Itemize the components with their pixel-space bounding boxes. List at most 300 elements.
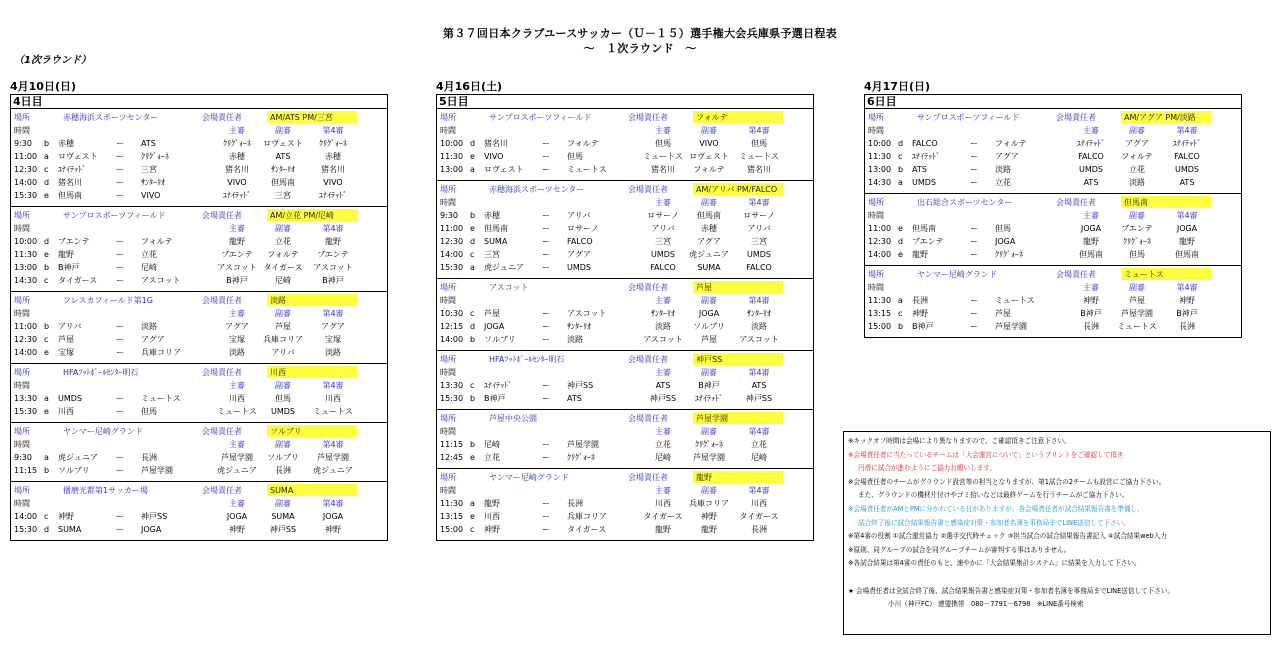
- away-team: JOGA: [141, 525, 162, 534]
- venue-block: [437, 469, 813, 540]
- versus-dash: ー: [116, 348, 124, 357]
- venue-name: サンプロスポーツフィールド: [63, 211, 166, 220]
- versus-dash: ー: [116, 512, 124, 521]
- fourth-official: ｸﾘｸﾞｫｰﾈ: [319, 139, 347, 148]
- home-team: ﾕﾅｲﾃｯﾄﾞ: [58, 165, 86, 174]
- match-row: [11, 274, 387, 287]
- home-team: 赤穂: [484, 211, 500, 220]
- fourth-official: 龍野: [325, 237, 341, 246]
- match-group: a: [44, 394, 49, 403]
- fourth-official: ATS: [751, 381, 767, 390]
- match-row: [11, 523, 387, 536]
- main-referee-header: 主審: [655, 296, 671, 305]
- assistant-referee-header: 副審: [275, 440, 291, 449]
- home-team: ソルブリ: [58, 466, 90, 475]
- match-row: [11, 150, 387, 163]
- main-referee: 尼崎: [655, 453, 671, 462]
- match-time: 11:00: [440, 224, 464, 233]
- column-header-row: [865, 281, 1241, 294]
- place-label: 場所: [440, 414, 456, 423]
- away-team: 芦屋学園: [995, 322, 1027, 331]
- fourth-official: ロサーノ: [743, 211, 775, 220]
- match-time: 13:15: [868, 309, 892, 318]
- match-row: [437, 510, 813, 523]
- fourth-official-header: 第4審: [322, 309, 344, 318]
- main-referee: 但馬南: [1079, 250, 1103, 259]
- versus-dash: ー: [542, 322, 550, 331]
- away-team: 長洲: [141, 453, 157, 462]
- home-team: 神野: [58, 512, 74, 521]
- match-row: [11, 189, 387, 202]
- venue-header-row: [11, 484, 387, 497]
- match-row: [865, 150, 1241, 163]
- match-group: c: [44, 165, 49, 174]
- assistant-referee: 三宮: [275, 191, 291, 200]
- manager-label: 会場責任者: [202, 427, 242, 436]
- versus-dash: ー: [542, 335, 550, 344]
- versus-dash: ー: [970, 152, 978, 161]
- home-team: ﾕﾅｲﾃｯﾄﾞ: [912, 152, 940, 161]
- manager-label: 会場責任者: [1056, 270, 1096, 279]
- match-time: 11:00: [868, 224, 892, 233]
- main-referee: 虎ジュニア: [217, 466, 257, 475]
- main-referee: 宝塚: [229, 335, 245, 344]
- venue-name: フレスカフィールド第1G: [63, 296, 153, 305]
- match-row: [437, 307, 813, 320]
- venue-block: [437, 181, 813, 279]
- venue-manager-highlight: 但馬南: [1121, 196, 1211, 208]
- fourth-official: 三宮: [751, 237, 767, 246]
- match-time: 9:30: [14, 453, 32, 462]
- main-referee-header: 主審: [229, 499, 245, 508]
- match-row: [437, 523, 813, 536]
- home-team: 龍野: [912, 250, 928, 259]
- main-referee: JOGA: [1080, 224, 1102, 233]
- venue-name: 赤穂海浜スポーツセンター: [489, 185, 585, 194]
- main-referee-header: 主審: [655, 126, 671, 135]
- match-group: d: [44, 525, 50, 534]
- venue-name: HFAﾌｯﾄﾎﾞｰﾙｾﾝﾀｰ明石: [489, 355, 565, 364]
- column-header-row: [437, 196, 813, 209]
- note-line: ※第4審の役割 ①試合運営協力 ②選手交代時チェック ③担当試合の試合結果報告書記入 ④試合結果web入力: [848, 532, 1167, 541]
- time-label: 時間: [440, 486, 456, 495]
- fourth-official-header: 第4審: [322, 381, 344, 390]
- away-team: 立花: [141, 250, 157, 259]
- day-column-5: [436, 80, 814, 541]
- main-referee-header: 主審: [655, 368, 671, 377]
- column-header-row: [437, 484, 813, 497]
- match-time: 10:00: [868, 139, 892, 148]
- venue-manager-highlight: AM/ATS PM/三宮: [267, 111, 357, 123]
- assistant-referee: 但馬: [275, 394, 291, 403]
- fourth-official: アグア: [321, 322, 345, 331]
- fourth-official: 但馬南: [1175, 250, 1199, 259]
- match-group: d: [44, 237, 50, 246]
- fourth-official: JOGA: [322, 512, 344, 521]
- match-group: a: [470, 165, 475, 174]
- fourth-official: 猪名川: [321, 165, 345, 174]
- match-time: 11:00: [14, 152, 38, 161]
- fourth-official: アスコット: [313, 263, 353, 272]
- fourth-official: 川西: [751, 499, 767, 508]
- main-referee: 芦屋学園: [221, 453, 253, 462]
- versus-dash: ー: [116, 237, 124, 246]
- match-group: b: [898, 165, 904, 174]
- assistant-referee-header: 副審: [701, 368, 717, 377]
- versus-dash: ー: [970, 309, 978, 318]
- main-referee: 龍野: [1083, 237, 1099, 246]
- match-time: 12:45: [440, 453, 464, 462]
- match-row: [437, 497, 813, 510]
- match-time: 14:00: [14, 512, 38, 521]
- match-row: [437, 392, 813, 405]
- main-referee: 但馬: [655, 139, 671, 148]
- fourth-official: アリバ: [747, 224, 771, 233]
- main-referee-header: 主審: [655, 486, 671, 495]
- versus-dash: ー: [542, 309, 550, 318]
- manager-label: 会場責任者: [628, 113, 668, 122]
- match-time: 13:30: [440, 381, 464, 390]
- assistant-referee: 長洲: [275, 466, 291, 475]
- match-row: [865, 176, 1241, 189]
- main-referee: UMDS: [1079, 165, 1103, 174]
- day-number-header: 6日目: [865, 95, 1241, 109]
- home-team: ATS: [912, 165, 927, 174]
- match-row: [11, 163, 387, 176]
- manager-label: 会場責任者: [202, 113, 242, 122]
- main-referee: FALCO: [1078, 152, 1104, 161]
- match-group: b: [44, 322, 50, 331]
- manager-label: 会場責任者: [628, 473, 668, 482]
- home-team: 神野: [484, 525, 500, 534]
- main-referee: 赤穂: [229, 152, 245, 161]
- venue-header-row: [437, 353, 813, 366]
- away-team: アグア: [567, 250, 591, 259]
- main-referee: UMDS: [651, 250, 675, 259]
- away-team: アグア: [141, 335, 165, 344]
- fourth-official: JOGA: [1176, 224, 1198, 233]
- away-team: ｻﾝﾀｰﾘｵ: [567, 322, 591, 331]
- assistant-referee-header: 副審: [275, 381, 291, 390]
- venue-header-row: [11, 425, 387, 438]
- versus-dash: ー: [542, 263, 550, 272]
- match-time: 11:30: [14, 250, 38, 259]
- date-heading: 4月17日(日): [864, 80, 931, 93]
- fourth-official: 長洲: [1179, 322, 1195, 331]
- versus-dash: ー: [542, 381, 550, 390]
- away-team: VIVO: [141, 191, 161, 200]
- match-time: 13:15: [440, 512, 464, 521]
- fourth-official-header: 第4審: [748, 296, 770, 305]
- fourth-official-header: 第4審: [322, 499, 344, 508]
- assistant-referee: ﾕﾅｲﾃｯﾄﾞ: [695, 394, 723, 403]
- main-referee: 川西: [655, 499, 671, 508]
- day-schedule-frame: [864, 94, 1242, 338]
- time-label: 時間: [868, 283, 884, 292]
- main-referee: 龍野: [229, 237, 245, 246]
- versus-dash: ー: [116, 466, 124, 475]
- home-team: B神戸: [912, 322, 934, 331]
- match-row: [11, 392, 387, 405]
- fourth-official: VIVO: [323, 178, 343, 187]
- main-referee: ATS: [1083, 178, 1099, 187]
- match-time: 10:00: [440, 139, 464, 148]
- match-group: b: [44, 139, 50, 148]
- assistant-referee: B神戸: [698, 381, 720, 390]
- assistant-referee: 立花: [1129, 165, 1145, 174]
- match-group: c: [898, 152, 903, 161]
- match-time: 11:15: [14, 466, 38, 475]
- date-heading: 4月16日(土): [436, 80, 503, 93]
- main-referee: ブエンテ: [221, 250, 253, 259]
- match-time: 15:30: [14, 407, 38, 416]
- note-line: ★ 会場責任者は全試合終了後、試合結果報告書と感染症対策・参加者名簿を事務局までLINE送信して下さい。: [848, 586, 1175, 595]
- versus-dash: ー: [542, 394, 550, 403]
- assistant-referee: 赤穂: [701, 224, 717, 233]
- match-group: e: [898, 250, 903, 259]
- match-time: 13:00: [14, 263, 38, 272]
- home-team: UMDS: [58, 394, 82, 403]
- versus-dash: ー: [542, 512, 550, 521]
- assistant-referee-header: 副審: [701, 427, 717, 436]
- match-time: 12:30: [14, 165, 38, 174]
- match-time: 9:30: [14, 139, 32, 148]
- match-row: [11, 405, 387, 418]
- match-row: [11, 176, 387, 189]
- match-time: 13:00: [868, 165, 892, 174]
- venue-name: ヤンマー尼崎グランド: [489, 473, 569, 482]
- fourth-official: ATS: [1179, 178, 1195, 187]
- match-row: [11, 137, 387, 150]
- home-team: SUMA: [58, 525, 82, 534]
- main-referee: 猪名川: [225, 165, 249, 174]
- match-group: c: [898, 309, 903, 318]
- match-row: [865, 248, 1241, 261]
- manager-label: 会場責任者: [1056, 198, 1096, 207]
- match-time: 14:00: [440, 250, 464, 259]
- venue-manager-highlight: 淡路: [267, 294, 357, 306]
- assistant-referee: 芦屋: [701, 335, 717, 344]
- match-group: d: [44, 178, 50, 187]
- match-group: d: [470, 139, 476, 148]
- fourth-official-header: 第4審: [748, 126, 770, 135]
- match-group: d: [898, 139, 904, 148]
- match-row: [11, 451, 387, 464]
- versus-dash: ー: [116, 263, 124, 272]
- versus-dash: ー: [970, 165, 978, 174]
- venue-block: [11, 364, 387, 423]
- note-line: ※各試合結果は第4審の責任のもと、速やかに「大会結果集計システム」に結果を入力して下さい。: [848, 559, 1141, 568]
- home-team: 猪名川: [58, 178, 82, 187]
- note-line: ※会場責任者がAMとPMに分かれている日がありますが、各会場責任者が試合結果報告書を準備し、: [848, 504, 1144, 513]
- away-team: フォルテ: [567, 139, 599, 148]
- assistant-referee: JOGA: [698, 309, 720, 318]
- venue-name: 赤穂海浜スポーツセンター: [63, 113, 159, 122]
- venue-manager-highlight: フォルテ: [693, 111, 783, 123]
- page-title: 第３７回日本クラブユースサッカー（Ｕ－１５）選手権大会兵庫県予選日程表: [443, 27, 837, 40]
- assistant-referee: フォルテ: [267, 250, 299, 259]
- match-time: 15:30: [440, 263, 464, 272]
- versus-dash: ー: [542, 237, 550, 246]
- venue-manager-highlight: SUMA: [267, 484, 357, 496]
- assistant-referee: ATS: [275, 152, 291, 161]
- assistant-referee: 立花: [275, 237, 291, 246]
- main-referee-header: 主審: [229, 126, 245, 135]
- match-group: a: [898, 296, 903, 305]
- away-team: ATS: [567, 394, 582, 403]
- main-referee: アスコット: [643, 335, 683, 344]
- away-team: 但馬: [141, 407, 157, 416]
- match-time: 10:00: [14, 237, 38, 246]
- match-time: 11:30: [440, 499, 464, 508]
- fourth-official: ｻﾝﾀｰﾘｵ: [747, 309, 771, 318]
- main-referee-header: 主審: [1083, 211, 1099, 220]
- match-time: 14:00: [14, 348, 38, 357]
- assistant-referee: フォルテ: [1121, 152, 1153, 161]
- fourth-official: 但馬: [751, 139, 767, 148]
- column-header-row: [11, 222, 387, 235]
- away-team: 芦屋: [995, 309, 1011, 318]
- manager-label: 会場責任者: [1056, 113, 1096, 122]
- away-team: ミュートス: [567, 165, 607, 174]
- column-header-row: [11, 379, 387, 392]
- away-team: 兵庫コリア: [567, 512, 607, 521]
- match-row: [11, 235, 387, 248]
- assistant-referee: アグア: [697, 237, 721, 246]
- fourth-official: 淡路: [325, 348, 341, 357]
- match-time: 11:30: [440, 152, 464, 161]
- fourth-official-header: 第4審: [748, 198, 770, 207]
- versus-dash: ー: [970, 224, 978, 233]
- fourth-official: ミュートス: [313, 407, 353, 416]
- home-team: 虎ジュニア: [58, 453, 98, 462]
- away-team: 長洲: [567, 499, 583, 508]
- assistant-referee: アリバ: [271, 348, 295, 357]
- day-column-6: [864, 80, 1242, 338]
- main-referee: 神野: [229, 525, 245, 534]
- venue-manager-highlight: 芦屋: [693, 281, 783, 293]
- match-row: [437, 150, 813, 163]
- away-team: フォルテ: [141, 237, 173, 246]
- fourth-official: 神野: [1179, 296, 1195, 305]
- home-team: 尼崎: [484, 440, 500, 449]
- fourth-official-header: 第4審: [322, 126, 344, 135]
- match-time: 14:30: [14, 276, 38, 285]
- note-line: 円滑に試合が進むようにご協力お願いします。: [858, 464, 996, 473]
- away-team: ｻﾝﾀｰﾘｵ: [141, 178, 165, 187]
- match-row: [865, 307, 1241, 320]
- column-header-row: [437, 425, 813, 438]
- fourth-official: FALCO: [746, 263, 772, 272]
- away-team: アスコット: [141, 276, 181, 285]
- venue-block: [11, 423, 387, 482]
- match-group: c: [470, 525, 475, 534]
- main-referee: 淡路: [655, 322, 671, 331]
- venue-manager-highlight: ソルブリ: [267, 425, 357, 437]
- away-team: フォルテ: [995, 139, 1027, 148]
- fourth-official: 淡路: [751, 322, 767, 331]
- assistant-referee-header: 副審: [701, 198, 717, 207]
- versus-dash: ー: [116, 191, 124, 200]
- match-row: [11, 320, 387, 333]
- venue-header-row: [865, 268, 1241, 281]
- main-referee: ミュートス: [643, 152, 683, 161]
- assistant-referee: ｻﾝﾀｰﾘｵ: [271, 165, 295, 174]
- match-group: d: [470, 237, 476, 246]
- match-group: b: [898, 322, 904, 331]
- match-time: 11:00: [14, 322, 38, 331]
- main-referee: タイガース: [643, 512, 683, 521]
- place-label: 場所: [440, 113, 456, 122]
- fourth-official: 宝塚: [325, 335, 341, 344]
- match-group: c: [470, 381, 475, 390]
- away-team: 但馬: [567, 152, 583, 161]
- match-row: [437, 248, 813, 261]
- note-line: [848, 571, 1266, 585]
- round-label: （1次ラウンド）: [14, 55, 91, 66]
- venue-block: [11, 207, 387, 292]
- main-referee: VIVO: [227, 178, 247, 187]
- match-time: 14:00: [440, 335, 464, 344]
- versus-dash: ー: [542, 499, 550, 508]
- assistant-referee: 芦屋学園: [1121, 309, 1153, 318]
- fourth-official: 龍野: [1179, 237, 1195, 246]
- home-team: 但馬南: [912, 224, 936, 233]
- assistant-referee-header: 副審: [275, 224, 291, 233]
- away-team: 芦屋学園: [567, 440, 599, 449]
- main-referee-header: 主審: [229, 381, 245, 390]
- versus-dash: ー: [542, 224, 550, 233]
- place-label: 場所: [14, 368, 30, 377]
- home-team: 芦屋: [484, 309, 500, 318]
- main-referee: 三宮: [655, 237, 671, 246]
- place-label: 場所: [868, 270, 884, 279]
- match-group: b: [470, 335, 476, 344]
- fourth-official: 虎ジュニア: [313, 466, 353, 475]
- venue-header-row: [11, 366, 387, 379]
- note-line: ※キックオフ時間は会場により異なりますので、ご確認頂きご注意下さい。: [848, 437, 1071, 445]
- match-time: 14:30: [868, 178, 892, 187]
- match-row: [865, 222, 1241, 235]
- match-time: 15:30: [440, 394, 464, 403]
- venue-manager-highlight: AM/立花 PM/尼崎: [267, 209, 357, 221]
- match-row: [11, 261, 387, 274]
- home-team: ブエンテ: [912, 237, 944, 246]
- versus-dash: ー: [116, 276, 124, 285]
- home-team: 虎ジュニア: [484, 263, 524, 272]
- assistant-referee-header: 副審: [275, 309, 291, 318]
- main-referee: B神戸: [1080, 309, 1102, 318]
- match-group: c: [44, 512, 49, 521]
- away-team: ｸﾘｸﾞｫｰﾈ: [567, 453, 595, 462]
- venue-name: アスコット: [489, 283, 529, 292]
- match-time: 15:00: [440, 525, 464, 534]
- match-group: c: [44, 276, 49, 285]
- versus-dash: ー: [542, 152, 550, 161]
- fourth-official: 立花: [751, 440, 767, 449]
- assistant-referee: ソルブリ: [693, 322, 725, 331]
- manager-label: 会場責任者: [202, 486, 242, 495]
- place-label: 場所: [14, 427, 30, 436]
- venue-name: サンプロスポーツフィールド: [489, 113, 592, 122]
- main-referee-header: 主審: [1083, 283, 1099, 292]
- note-line: ※原則、同グループの試合を同グループチームが審判する事はありません。: [848, 545, 1071, 554]
- day-schedule-frame: [10, 94, 388, 541]
- match-group: a: [470, 263, 475, 272]
- main-referee: 神野: [1083, 296, 1099, 305]
- manager-label: 会場責任者: [628, 283, 668, 292]
- away-team: 神戸SS: [567, 381, 594, 390]
